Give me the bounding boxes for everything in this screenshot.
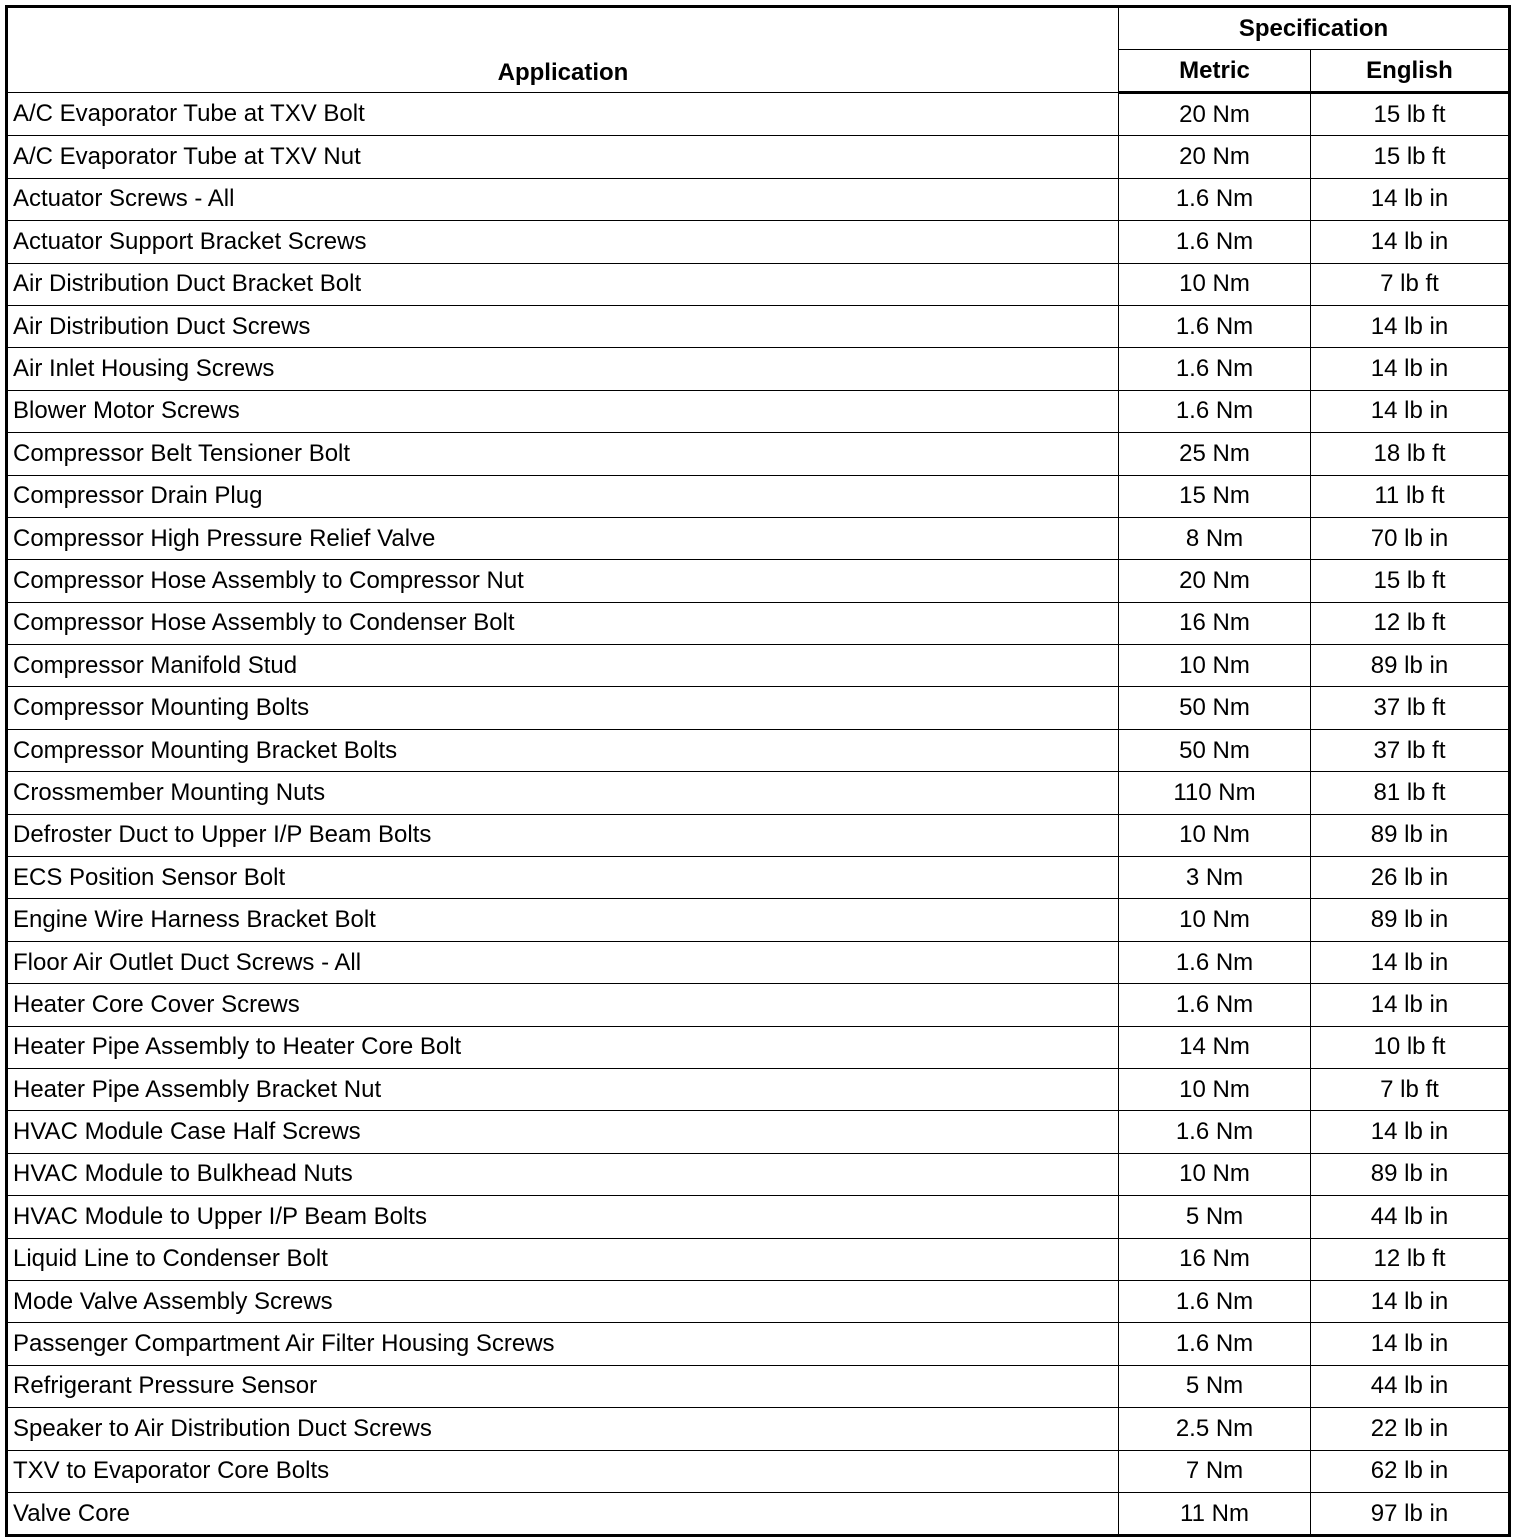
application-cell: Passenger Compartment Air Filter Housing Screws	[7, 1323, 1119, 1365]
table-row	[7, 1026, 1510, 1068]
application-cell: Compressor Mounting Bolts	[7, 687, 1119, 729]
metric-cell: 1.6 Nm	[1119, 1280, 1311, 1322]
metric-cell: 50 Nm	[1119, 729, 1311, 771]
table-row	[7, 984, 1510, 1026]
application-cell: ECS Position Sensor Bolt	[7, 857, 1119, 899]
application-cell: Compressor Mounting Bracket Bolts	[7, 729, 1119, 771]
application-cell: Air Distribution Duct Screws	[7, 305, 1119, 347]
metric-cell: 3 Nm	[1119, 857, 1311, 899]
english-cell: 14 lb in	[1311, 178, 1510, 220]
application-cell: Refrigerant Pressure Sensor	[7, 1365, 1119, 1407]
application-cell: Compressor Belt Tensioner Bolt	[7, 433, 1119, 475]
english-cell: 12 lb ft	[1311, 602, 1510, 644]
table-row	[7, 560, 1510, 602]
metric-cell: 10 Nm	[1119, 263, 1311, 305]
english-cell: 14 lb in	[1311, 305, 1510, 347]
metric-cell: 10 Nm	[1119, 1068, 1311, 1110]
application-cell: Blower Motor Screws	[7, 390, 1119, 432]
table-row	[7, 1196, 1510, 1238]
metric-cell: 20 Nm	[1119, 136, 1311, 178]
english-cell: 18 lb ft	[1311, 433, 1510, 475]
metric-cell: 1.6 Nm	[1119, 178, 1311, 220]
english-cell: 14 lb in	[1311, 221, 1510, 263]
table-row	[7, 729, 1510, 771]
application-cell: Compressor Hose Assembly to Compressor Nut	[7, 560, 1119, 602]
metric-cell: 11 Nm	[1119, 1492, 1311, 1535]
application-cell: Compressor Hose Assembly to Condenser Bolt	[7, 602, 1119, 644]
english-cell: 15 lb ft	[1311, 136, 1510, 178]
english-cell: 12 lb ft	[1311, 1238, 1510, 1280]
metric-cell: 1.6 Nm	[1119, 348, 1311, 390]
table-row	[7, 1450, 1510, 1492]
metric-cell: 8 Nm	[1119, 517, 1311, 559]
table-row	[7, 263, 1510, 305]
table-row	[7, 941, 1510, 983]
english-cell: 22 lb in	[1311, 1408, 1510, 1450]
application-cell: HVAC Module Case Half Screws	[7, 1111, 1119, 1153]
metric-cell: 25 Nm	[1119, 433, 1311, 475]
table-row	[7, 390, 1510, 432]
table-row	[7, 857, 1510, 899]
table-row	[7, 305, 1510, 347]
specification-column-header: Specification	[1119, 7, 1510, 50]
torque-spec-table	[5, 5, 1511, 1537]
application-cell: Mode Valve Assembly Screws	[7, 1280, 1119, 1322]
application-cell: Heater Pipe Assembly to Heater Core Bolt	[7, 1026, 1119, 1068]
english-cell: 44 lb in	[1311, 1365, 1510, 1407]
metric-cell: 1.6 Nm	[1119, 1111, 1311, 1153]
english-cell: 7 lb ft	[1311, 1068, 1510, 1110]
english-cell: 14 lb in	[1311, 390, 1510, 432]
table-header	[7, 7, 1510, 93]
application-cell: Valve Core	[7, 1492, 1119, 1535]
table-row	[7, 899, 1510, 941]
table-row	[7, 221, 1510, 263]
metric-cell: 110 Nm	[1119, 772, 1311, 814]
application-cell: Compressor Manifold Stud	[7, 645, 1119, 687]
english-cell: 11 lb ft	[1311, 475, 1510, 517]
metric-cell: 2.5 Nm	[1119, 1408, 1311, 1450]
application-cell: Actuator Screws - All	[7, 178, 1119, 220]
table-row	[7, 136, 1510, 178]
table-row	[7, 1323, 1510, 1365]
table-row	[7, 433, 1510, 475]
application-cell: Speaker to Air Distribution Duct Screws	[7, 1408, 1119, 1450]
english-cell: 89 lb in	[1311, 899, 1510, 941]
english-cell: 89 lb in	[1311, 645, 1510, 687]
english-cell: 70 lb in	[1311, 517, 1510, 559]
application-cell: Air Inlet Housing Screws	[7, 348, 1119, 390]
application-cell: HVAC Module to Bulkhead Nuts	[7, 1153, 1119, 1195]
metric-cell: 50 Nm	[1119, 687, 1311, 729]
english-cell: 26 lb in	[1311, 857, 1510, 899]
table-row	[7, 1408, 1510, 1450]
english-cell: 14 lb in	[1311, 941, 1510, 983]
metric-cell: 20 Nm	[1119, 93, 1311, 136]
metric-cell: 1.6 Nm	[1119, 1323, 1311, 1365]
metric-cell: 1.6 Nm	[1119, 941, 1311, 983]
header-row-top	[7, 7, 1510, 50]
table-row	[7, 1365, 1510, 1407]
application-cell: Liquid Line to Condenser Bolt	[7, 1238, 1119, 1280]
metric-cell: 14 Nm	[1119, 1026, 1311, 1068]
table-row	[7, 348, 1510, 390]
table-row	[7, 1068, 1510, 1110]
table-row	[7, 1111, 1510, 1153]
table-row	[7, 602, 1510, 644]
metric-cell: 1.6 Nm	[1119, 984, 1311, 1026]
application-cell: TXV to Evaporator Core Bolts	[7, 1450, 1119, 1492]
metric-cell: 1.6 Nm	[1119, 305, 1311, 347]
table-row	[7, 1492, 1510, 1535]
application-cell: HVAC Module to Upper I/P Beam Bolts	[7, 1196, 1119, 1238]
table-row	[7, 475, 1510, 517]
english-cell: 15 lb ft	[1311, 560, 1510, 602]
english-column-header: English	[1311, 50, 1510, 93]
metric-cell: 10 Nm	[1119, 814, 1311, 856]
english-cell: 14 lb in	[1311, 1111, 1510, 1153]
metric-cell: 16 Nm	[1119, 602, 1311, 644]
english-cell: 14 lb in	[1311, 348, 1510, 390]
metric-cell: 10 Nm	[1119, 645, 1311, 687]
metric-cell: 7 Nm	[1119, 1450, 1311, 1492]
application-column-header: Application	[7, 7, 1119, 93]
english-cell: 62 lb in	[1311, 1450, 1510, 1492]
metric-cell: 20 Nm	[1119, 560, 1311, 602]
english-cell: 14 lb in	[1311, 984, 1510, 1026]
application-cell: Floor Air Outlet Duct Screws - All	[7, 941, 1119, 983]
application-cell: Crossmember Mounting Nuts	[7, 772, 1119, 814]
table-row	[7, 1153, 1510, 1195]
table-row	[7, 1280, 1510, 1322]
english-cell: 44 lb in	[1311, 1196, 1510, 1238]
metric-cell: 16 Nm	[1119, 1238, 1311, 1280]
application-cell: Engine Wire Harness Bracket Bolt	[7, 899, 1119, 941]
metric-column-header: Metric	[1119, 50, 1311, 93]
application-cell: Compressor Drain Plug	[7, 475, 1119, 517]
table-row	[7, 814, 1510, 856]
application-cell: Heater Pipe Assembly Bracket Nut	[7, 1068, 1119, 1110]
table-row	[7, 93, 1510, 136]
english-cell: 14 lb in	[1311, 1280, 1510, 1322]
english-cell: 37 lb ft	[1311, 729, 1510, 771]
english-cell: 7 lb ft	[1311, 263, 1510, 305]
metric-cell: 10 Nm	[1119, 899, 1311, 941]
application-cell: Defroster Duct to Upper I/P Beam Bolts	[7, 814, 1119, 856]
application-cell: Heater Core Cover Screws	[7, 984, 1119, 1026]
application-cell: Air Distribution Duct Bracket Bolt	[7, 263, 1119, 305]
application-cell: A/C Evaporator Tube at TXV Nut	[7, 136, 1119, 178]
table-row	[7, 517, 1510, 559]
metric-cell: 1.6 Nm	[1119, 221, 1311, 263]
application-cell: A/C Evaporator Tube at TXV Bolt	[7, 93, 1119, 136]
application-cell: Compressor High Pressure Relief Valve	[7, 517, 1119, 559]
table-row	[7, 772, 1510, 814]
english-cell: 89 lb in	[1311, 1153, 1510, 1195]
metric-cell: 15 Nm	[1119, 475, 1311, 517]
application-cell: Actuator Support Bracket Screws	[7, 221, 1119, 263]
english-cell: 81 lb ft	[1311, 772, 1510, 814]
english-cell: 89 lb in	[1311, 814, 1510, 856]
english-cell: 15 lb ft	[1311, 93, 1510, 136]
metric-cell: 5 Nm	[1119, 1365, 1311, 1407]
table-body	[7, 93, 1510, 1536]
english-cell: 97 lb in	[1311, 1492, 1510, 1535]
metric-cell: 1.6 Nm	[1119, 390, 1311, 432]
table-row	[7, 178, 1510, 220]
english-cell: 10 lb ft	[1311, 1026, 1510, 1068]
english-cell: 37 lb ft	[1311, 687, 1510, 729]
metric-cell: 5 Nm	[1119, 1196, 1311, 1238]
metric-cell: 10 Nm	[1119, 1153, 1311, 1195]
table-row	[7, 645, 1510, 687]
table-row	[7, 687, 1510, 729]
table-row	[7, 1238, 1510, 1280]
english-cell: 14 lb in	[1311, 1323, 1510, 1365]
